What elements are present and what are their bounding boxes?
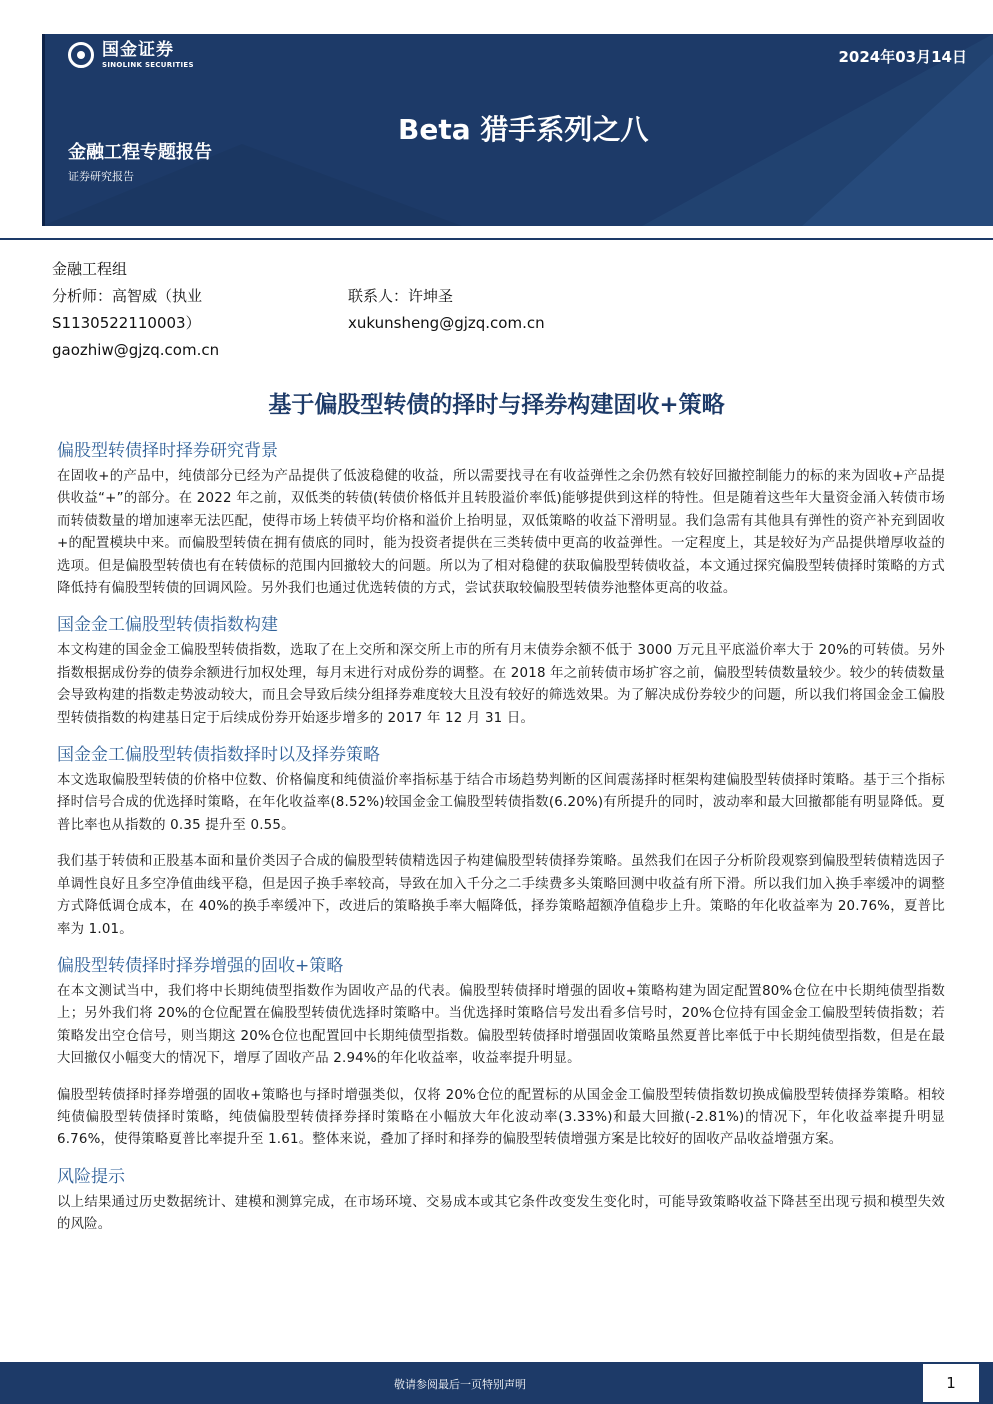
series-title: Beta 猎手系列之八 bbox=[398, 113, 649, 146]
section-fixed-income-plus bbox=[57, 955, 945, 1152]
analyst-name: 分析师：高智威（执业 bbox=[52, 287, 203, 305]
section-heading: 风险提示 bbox=[57, 1166, 125, 1187]
section-paragraph: 本文选取偏股型转债的价格中位数、价格偏度和纯债溢价率指标基于结合市场趋势判断的区间震荡择时框架构建偏股型转债择时策略。基于三个指标择时信号合成的优选择时策略，在年化收益率(8.52%)较国金金工偏股型转债指数(6.20%)有所提升的同时，波动率和最大回撤都能有明显降低。夏普比率也从指数的 0.35 提升至 0.55。 bbox=[57, 773, 945, 833]
header-divider bbox=[0, 238, 993, 240]
section-paragraph: 以上结果通过历史数据统计、建模和测算完成，在市场环境、交易成本或其它条件改变发生变化时，可能导致策略收益下降甚至出现亏损和模型失效的风险。 bbox=[57, 1194, 945, 1233]
report-subtype: 证券研究报告 bbox=[68, 170, 134, 183]
document-title: 基于偏股型转债的择时与择券构建固收+策略 bbox=[268, 392, 725, 418]
section-heading: 国金金工偏股型转债指数构建 bbox=[57, 615, 278, 636]
author-group: 金融工程组 bbox=[52, 260, 128, 278]
page-number: 1 bbox=[923, 1364, 979, 1402]
section-heading: 偏股型转债择时择券研究背景 bbox=[57, 441, 278, 461]
author-block bbox=[52, 256, 219, 364]
section-background bbox=[57, 440, 945, 600]
section-paragraph: 我们基于转债和正股基本面和量价类因子合成的偏股型转债精选因子构建偏股型转债择券策略。虽然我们在因子分析阶段观察到偏股型转债精选因子单调性良好且多空净值曲线平稳，但是因子换手率较高，导致在加入千分之二手续费多头策略回测中收益有所下滑。所以我们加入换手率缓冲的调整方式降低调仓成本，在 40%的换手率缓冲下，改进后的策略换手率大幅降低，择券策略超额净值稳步上升。策略的年化收益率为 20.76%，夏普比率为 1.01。 bbox=[57, 854, 945, 937]
summary-sections bbox=[57, 440, 945, 1241]
contact-name: 联系人：许坤圣 bbox=[348, 287, 454, 305]
section-index-construction bbox=[57, 614, 945, 730]
contact-email[interactable]: xukunsheng@gjzq.com.cn bbox=[348, 314, 545, 332]
section-paragraph: 偏股型转债择时择券增强的固收+策略也与择时增强类似，仅将 20%仓位的配置标的从国金金工偏股型转债指数切换成偏股型转债择券策略。相较纯债偏股型转债择时策略，纯债偏股型转债择券择时策略在小幅放大年化波动率(3.33%)和最大回撤(-2.81%)的情况下，年化收益率提升明显 6.76%，使得策略夏普比率提升至 1.61。整体来说，叠加了择时和择券的偏股型转债增强方案是比较好的固收产品收益增强方案。 bbox=[57, 1087, 945, 1148]
company-logo bbox=[68, 40, 194, 70]
analyst-email[interactable]: gaozhiw@gjzq.com.cn bbox=[52, 341, 220, 359]
banner-edge bbox=[42, 34, 45, 226]
section-heading: 国金金工偏股型转债指数择时以及择券策略 bbox=[57, 745, 380, 766]
disclaimer-note: 敬请参阅最后一页特别声明 bbox=[394, 1378, 526, 1391]
section-risk bbox=[57, 1166, 945, 1237]
logo-text-en: SINOLINK SECURITIES bbox=[102, 60, 194, 69]
contact-block bbox=[348, 283, 545, 337]
analyst-license: S1130522110003） bbox=[52, 314, 201, 332]
section-paragraph: 在本文测试当中，我们将中长期纯债型指数作为固收产品的代表。偏股型转债择时增强的固收+策略构建为固定配置80%仓位在中长期纯债型指数上；另外我们将 20%的仓位配置在偏股型转债优选择时策略中。当优选择时策略信号发出看多信号时，20%仓位持有国金金工偏股型转债指数；若策略发出空仓信号，则当期这 20%仓位也配置回中长期纯债型指数。偏股型转债择时增强固收策略虽然夏普比率低于中长期纯债型指数，但是在最大回撤仅小幅变大的情况下，增厚了固收产品 2.94%的年化收益率，收益率提升明显。 bbox=[57, 983, 945, 1067]
section-paragraph: 本文构建的国金金工偏股型转债指数，选取了在上交所和深交所上市的所有月末债券余额不低于 3000 万元且平底溢价率大于 20%的可转债。另外指数根据成份券的债券余额进行加权处理，每月末进行对成份券的调整。在 2018 年之前转债市场扩容之前，偏股型转债数量较少。较少的转债数量会导致构建的指数走势波动较大，而且会导致后续分组择券难度较大且没有较好的筛选效果。为了解决成份券较少的问题，所以我们将国金金工偏股型转债指数的构建基日定于后续成份券开始逐步增多的 2017 年 12 月 31 日。 bbox=[57, 643, 945, 726]
report-type: 金融工程专题报告 bbox=[68, 142, 212, 163]
logo-icon bbox=[68, 42, 94, 68]
logo-text-cn: 国金证券 bbox=[102, 39, 174, 60]
section-paragraph: 在固收+的产品中，纯债部分已经为产品提供了低波稳健的收益，所以需要找寻在有收益弹性之余仍然有较好回撤控制能力的标的来为固收+产品提供收益“+”的部分。在 2022 年之前，双低类的转债(转债价格低并且转股溢价率低)能够提供到这样的特性。但是随着这些年大量资金涌入转债市场而转债数量的增加速率无法匹配，使得市场上转债平均价格和溢价上抬明显，双低策略的收益下滑明显。我们急需有其他具有弹性的资产补充到固收+的配置模块中来。而偏股型转债在拥有债底的同时，能为投资者提供在三类转债中更高的收益弹性。一定程度上，其是较好为产品提供增厚收益的选项。但是偏股型转债也有在转债标的范围内回撤较大的问题。所以为了相对稳健的获取偏股型转债收益，本文通过探究偏股型转债择时策略的方式降低持有偏股型转债的回调风险。另外我们也通过优选转债的方式，尝试获取较偏股型转债券池整体更高的收益。 bbox=[57, 469, 945, 597]
report-date: 2024年03月14日 bbox=[838, 48, 967, 66]
section-heading: 偏股型转债择时择券增强的固收+策略 bbox=[57, 955, 344, 976]
section-timing-selection bbox=[57, 744, 945, 941]
